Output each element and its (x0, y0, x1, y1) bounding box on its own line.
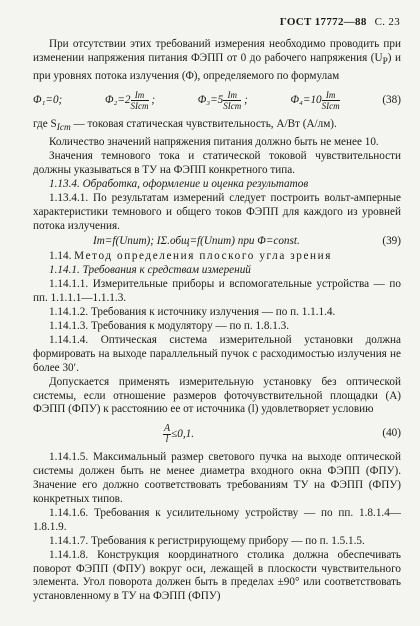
page-header (280, 16, 400, 28)
formula-39-text: Iт=f(Uпит); IΣ.общ=f(Uпит) при Φ=const. (93, 234, 300, 247)
section-1-14-1-3: 1.14.1.3. Требования к модулятору — по п. 1.8.1.3. (49, 319, 290, 332)
page-number: С. 23 (374, 16, 400, 28)
paragraph-requirements: При отсутствии этих требований измерения необходимо проводить при изменении напряжения питания ФЭПП от 0 до рабочего напряжения $(U_Р)$ и при уровнях потока излучения (Φ), определяемого по формулам (33, 38, 401, 83)
paragraph-where: где $S_{Iст}$ — токовая статическая чувствительность, А/Вт (А/лм). (33, 117, 337, 134)
section-1-14-1-6: 1.14.1.6. Требования к усилительному устройству — по пп. 1.8.1.4—1.8.1.9. (33, 506, 401, 533)
formula-40 (33, 417, 401, 451)
standard-number: ГОСТ 17772—88 (279, 16, 367, 28)
paragraph-allowed: Допускается применять измерительную установку без оптической системы, если отношение размеров фоточувствительной площадки (A) ФЭПП (ФПУ) к расстоянию ее от источника (l) удовлетворяет условию (33, 375, 401, 416)
section-1-14-1-7: 1.14.1.7. Требования к регистрирующему прибору — по п. 1.5.1.5. (49, 534, 365, 547)
section-1-14-1-4: 1.14.1.4. Оптическая система измерительной установки должна формировать на выходе параллельный пучок с расходимостью излучения не более 30′. (33, 333, 401, 374)
section-1-14-title: 1.14. Метод определения плоского угла зрения (49, 250, 332, 263)
formula-phi2: Φ₂=2 $\frac{Iт}{\text{SIст}}$ ; (104, 90, 156, 112)
formula-40-expr: $\frac{A}{l}$ ≤0,1. (164, 422, 195, 445)
formula-phi1: Φ₁=0; (33, 94, 63, 106)
formula-number-38: (38) (382, 94, 401, 106)
formula-phi3: Φ₃=5 $\frac{Iт}{\text{SIст}}$ ; (197, 90, 248, 112)
formula-38 (33, 86, 401, 116)
formula-number-40: (40) (382, 427, 401, 440)
formula-39 (33, 233, 401, 250)
section-1-14-1-2: 1.14.1.2. Требования к источнику излучения — по п. 1.1.1.4. (49, 306, 336, 319)
section-1-14-1-1: 1.14.1.1. Измерительные приборы и вспомогательные устройства — по пп. 1.1.1.1—1.1.1.3. (33, 278, 401, 305)
paragraph-count: Количество значений напряжения питания должно быть не менее 10. (49, 136, 379, 149)
section-1-13-4: 1.13.4. Обработка, оформление и оценка результатов (49, 177, 309, 190)
document-body (33, 38, 401, 604)
paragraph-values: Значения темнового тока и статической токовой чувствительности должны указываться в ТУ на ФЭПП конкретного типа. (33, 150, 401, 176)
formula-number-39: (39) (382, 234, 401, 247)
section-1-13-4-1: 1.13.4.1. По результатам измерений следует построить вольт-амперные характеристики темнового и общего токов ФЭПП для каждого из уровней потока излучения. (33, 191, 401, 232)
section-1-14-1: 1.14.1. Требования к средствам измерений (49, 264, 251, 277)
section-1-14-1-5: 1.14.1.5. Максимальный размер светового пучка на выходе оптической системы должен быть не менее диаметра входного окна ФЭПП (ФПУ). Значение его должно соответствовать требованиям ТУ на ФЭПП (ФПУ) конкретных типов. (33, 451, 401, 506)
formula-phi4: Φ₄=10 $\frac{Iт}{\text{SIст}}$ (290, 90, 340, 112)
section-1-14-1-8: 1.14.1.8. Конструкция координатного столика должна обеспечивать поворот ФЭПП (ФПУ) вокруг оси, лежащей в плоскости чувствительного элемента. Угол поворота должен быть в пределах ±90° или соответствовать установленному в ТУ на ФЭПП (ФПУ) (33, 548, 401, 603)
